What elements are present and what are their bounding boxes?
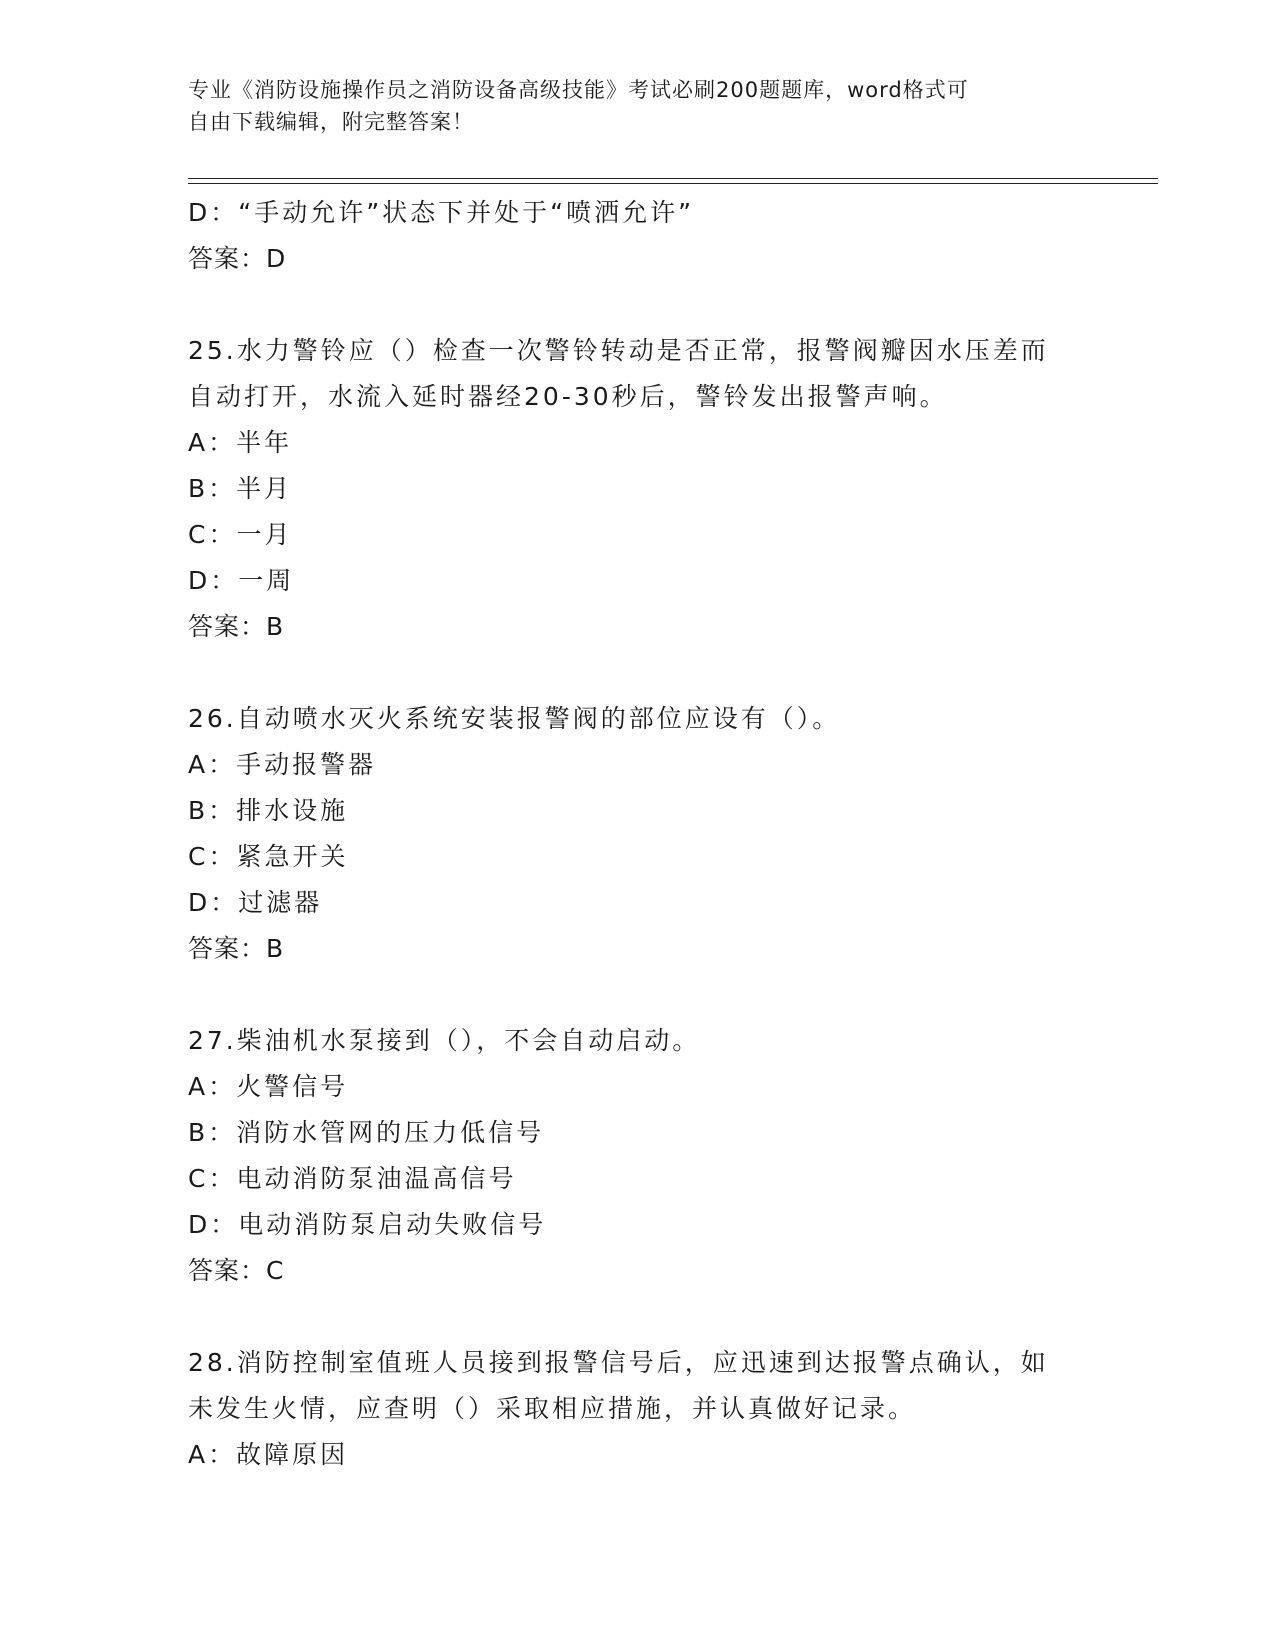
document-header [188,74,1088,138]
question-25-option-b: B：半月 [188,474,293,503]
question-26-option-b: B：排水设施 [188,796,349,825]
question-27 [188,1018,1088,1294]
question-27-answer: 答案：C [188,1256,285,1285]
question-26 [188,696,1088,972]
header-divider-top [188,178,1158,179]
question-list [188,190,1088,1478]
question-25-option-d: D：一周 [188,566,295,595]
question-27-option-b: B：消防水管网的压力低信号 [188,1118,545,1147]
question-26-option-a: A：手动报警器 [188,750,377,779]
question-25-option-c: C：一月 [188,520,293,549]
question-26-answer: 答案：B [188,934,285,963]
question-25-option-a: A：半年 [188,428,293,457]
header-line-2: 自由下载编辑，附完整答案！ [188,110,474,134]
question-28 [188,1340,1088,1478]
question-27-option-d: D：电动消防泵启动失败信号 [188,1210,547,1239]
header-line-1: 专业《消防设施操作员之消防设备高级技能》考试必刷200题题库，word格式可 [188,78,969,102]
question-26-option-c: C：紧急开关 [188,842,349,871]
question-26-option-d: D：过滤器 [188,888,323,917]
question-27-option-a: A：火警信号 [188,1072,349,1101]
question-25 [188,328,1088,650]
question-28-text-line-1: 28.消防控制室值班人员接到报警信号后，应迅速到达报警点确认，如 [188,1348,1049,1377]
question-28-option-a: A：故障原因 [188,1440,349,1469]
question-28-text-line-2: 未发生火情，应查明（）采取相应措施，并认真做好记录。 [188,1394,917,1423]
question-25-text-line-1: 25.水力警铃应（）检查一次警铃转动是否正常，报警阀瓣因水压差而 [188,336,1049,365]
question-25-text-line-2: 自动打开，水流入延时器经20-30秒后，警铃发出报警声响。 [188,382,948,411]
carryover-option-d: D：“手动允许”状态下并处于“喷洒允许” [188,198,695,227]
question-26-text: 26.自动喷水灭火系统安装报警阀的部位应设有（）。 [188,704,841,733]
question-25-answer: 答案：B [188,612,285,641]
carryover-answer: 答案：D [188,244,287,273]
question-27-text: 27.柴油机水泵接到（），不会自动启动。 [188,1026,701,1055]
question-27-option-c: C：电动消防泵油温高信号 [188,1164,517,1193]
header-divider-bottom [188,183,1158,184]
